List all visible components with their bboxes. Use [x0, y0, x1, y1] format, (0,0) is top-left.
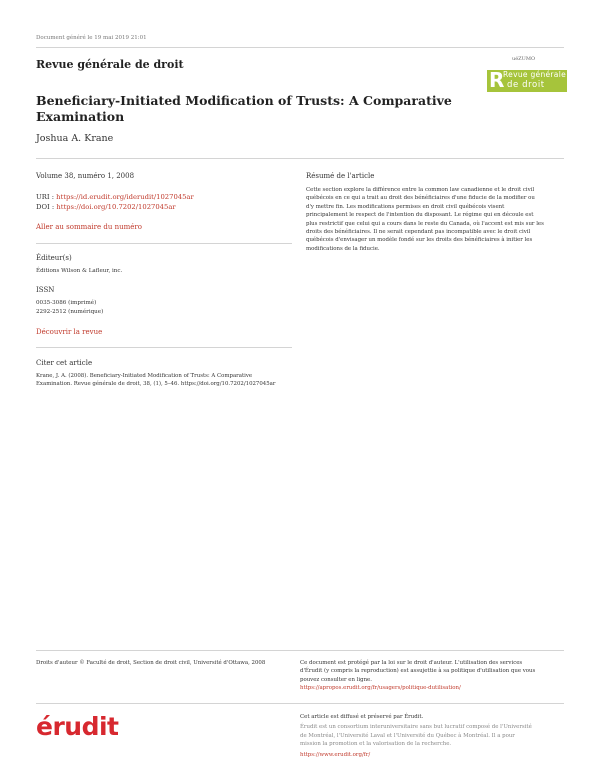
consortium-line: mission la promotion et la valorisation de la recherche.: [300, 741, 452, 748]
erudit-info: [300, 713, 566, 759]
meta-rule: [36, 347, 292, 348]
article-author: Joshua A. Krane: [36, 133, 114, 144]
publisher-heading: Éditeur(s): [36, 254, 72, 262]
section-rule: [36, 158, 564, 159]
header-rule: [36, 47, 564, 48]
erudit-logo: érudit: [36, 712, 119, 741]
doi-label: DOI :: [36, 203, 55, 211]
doi-line: [36, 203, 176, 211]
rights-line: Ce document est protégé par la loi sur le droit d'auteur. L'utilisation des services: [300, 660, 523, 666]
copyright-text: Droits d'auteur © Faculté de droit, Section de droit civil, Université d'Ottawa, 2008: [36, 660, 266, 666]
institution-mark: uéZUMO: [512, 56, 536, 62]
rights-text: [300, 659, 566, 693]
abstract-line: Cette section explore la différence entre la common law canadienne et le droit civil: [306, 187, 535, 193]
abstract-line: modifications de la fiducie.: [306, 245, 380, 252]
abstract-text: [306, 186, 566, 253]
consortium-line: Érudit est un consortium interuniversitaire sans but lucratif composé de l'Université: [300, 724, 532, 731]
volume-info: Volume 38, numéro 1, 2008: [36, 172, 135, 180]
meta-rule: [36, 243, 292, 244]
journal-logo-text: Revue générale: [503, 70, 566, 79]
abstract-line: québécois en ce qui a trait au droit des bénéficiaires d'une fiducie de la modifier ou: [306, 195, 535, 202]
abstract-line: principalement le respect de l'intention du disposant. Le régime qui en découle est: [306, 212, 534, 219]
uri-link[interactable]: https://id.erudit.org/iderudit/1027045ar: [56, 193, 194, 201]
doi-link[interactable]: https://doi.org/10.7202/1027045ar: [56, 203, 176, 211]
discover-journal-link[interactable]: Découvrir la revue: [36, 328, 103, 336]
abstract-line: droits des bénéficiaires. Il ne serait cependant pas incompatible avec le droit civil: [306, 229, 531, 236]
article-title: Beneficiary-Initiated Modification of Trusts: A Comparative Examination: [36, 93, 452, 124]
policy-link[interactable]: https://apropos.erudit.org/fr/usagers/politique-dutilisation/: [300, 685, 461, 692]
uri-line: [36, 193, 194, 201]
uri-label: URI :: [36, 193, 54, 201]
abstract-line: québécois d'envisager un modèle fondé sur les droits des bénéficiaires à initier les: [306, 237, 533, 244]
cite-heading: Citer cet article: [36, 359, 93, 367]
footer-rule: [36, 650, 564, 651]
consortium-line: de Montréal, l'Université Laval et l'Université du Québec à Montréal. Il a pour: [300, 732, 515, 739]
diffusion-text: Cet article est diffusé et préservé par Érudit.: [300, 714, 424, 720]
erudit-site-link[interactable]: https://www.erudit.org/fr/: [300, 751, 371, 758]
abstract-line: d'y mettre fin. Les modifications permises en droit civil québécois visent: [306, 203, 505, 210]
toc-link[interactable]: Aller au sommaire du numéro: [36, 223, 142, 231]
citation-line: Examination. Revue générale de droit, 38, (1), 5–46. https://doi.org/10.7202/1027045ar: [36, 381, 276, 387]
footer-rule: [36, 703, 564, 704]
abstract-line: plus restrictif que celui qui a cours dans le reste du Canada, où l'accent est mis sur les: [306, 220, 544, 227]
abstract-heading: Résumé de l'article: [306, 172, 375, 180]
rights-line: d'Érudit (y compris la reproduction) est assujettie à sa politique d'utilisation que vous: [300, 668, 536, 675]
issn-digital: 2292-2512 (numérique): [36, 309, 104, 315]
rights-line: pouvez consulter en ligne.: [300, 676, 372, 683]
issn-heading: ISSN: [36, 286, 55, 294]
journal-name: Revue générale de droit: [36, 58, 184, 71]
publisher-name: Éditions Wilson & Lafleur, inc.: [36, 268, 123, 274]
journal-logo-text: de droit: [507, 80, 545, 90]
issn-print: 0035-3086 (imprimé): [36, 300, 97, 306]
citation-line: Krane, J. A. (2008). Beneficiary-Initiated Modification of Trusts: A Comparative: [36, 373, 253, 379]
journal-logo-letter: R: [489, 68, 505, 92]
generated-date: Document généré le 19 mai 2019 21:01: [36, 35, 147, 41]
